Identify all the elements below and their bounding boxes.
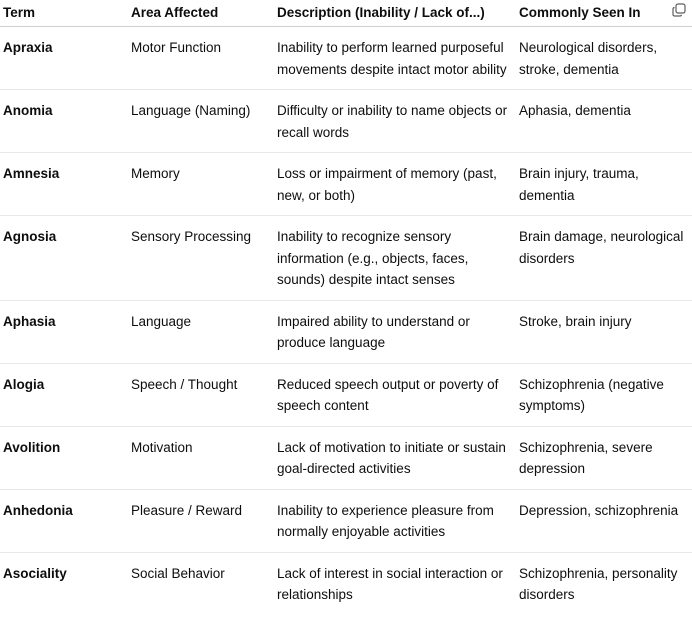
copy-icon-graphic: [672, 3, 686, 17]
cell-area: Motivation: [128, 426, 274, 489]
table-row: [0, 153, 692, 216]
copy-icon[interactable]: [672, 3, 686, 17]
cell-area: Language: [128, 300, 274, 363]
table-row: [0, 489, 692, 552]
cell-term: Amnesia: [0, 153, 128, 216]
table-header-row: [0, 0, 692, 27]
cell-description: Impaired ability to understand or produce language: [274, 300, 516, 363]
cell-description: Loss or impairment of memory (past, new, or both): [274, 153, 516, 216]
cell-seen-in: Schizophrenia, personality disorders: [519, 565, 678, 602]
header-area: Area Affected: [128, 0, 274, 27]
cell-description: Inability to experience pleasure from normally enjoyable activities: [274, 489, 516, 552]
cell-seen-in: Schizophrenia (negative symptoms): [516, 363, 692, 426]
cell-seen-in: Neurological disorders, stroke, dementia: [516, 27, 692, 90]
cell-term: Asociality: [3, 565, 67, 581]
cell-seen-in: Depression, schizophrenia: [516, 489, 692, 552]
cell-area: Motor Function: [128, 27, 274, 90]
header-description: Description (Inability / Lack of...): [274, 0, 516, 27]
table-row: [0, 300, 692, 363]
cell-term: Agnosia: [0, 216, 128, 301]
cell-description: Inability to recognize sensory information (e.g., objects, faces, sounds) despite intact senses: [274, 216, 516, 301]
cell-area: Language (Naming): [128, 90, 274, 153]
table-row: [0, 27, 692, 90]
cell-term: Apraxia: [0, 27, 128, 90]
table-row: [0, 90, 692, 153]
cell-seen-in: Stroke, brain injury: [516, 300, 692, 363]
cell-seen-in: Schizophrenia, severe depression: [516, 426, 692, 489]
cell-term: Aphasia: [0, 300, 128, 363]
table-row: [0, 216, 692, 301]
cell-term: Avolition: [0, 426, 128, 489]
cell-area: Speech / Thought: [128, 363, 274, 426]
cell-term: Anomia: [0, 90, 128, 153]
cell-area: Social Behavior: [131, 565, 225, 581]
cell-area: Pleasure / Reward: [128, 489, 274, 552]
table-row: [0, 552, 692, 615]
cell-description: Reduced speech output or poverty of speech content: [274, 363, 516, 426]
cell-description: Inability to perform learned purposeful movements despite intact motor ability: [274, 27, 516, 90]
header-term: Term: [0, 0, 128, 27]
cell-seen-in: Aphasia, dementia: [516, 90, 692, 153]
cell-area: Memory: [128, 153, 274, 216]
cell-term: Alogia: [0, 363, 128, 426]
cell-description: Lack of motivation to initiate or sustain goal-directed activities: [274, 426, 516, 489]
table-row: [0, 363, 692, 426]
cell-term: Anhedonia: [0, 489, 128, 552]
cell-description: Difficulty or inability to name objects or recall words: [274, 90, 516, 153]
cell-area: Sensory Processing: [128, 216, 274, 301]
header-seen-in: Commonly Seen In: [516, 0, 692, 27]
cell-seen-in: Brain damage, neurological disorders: [516, 216, 692, 301]
cell-seen-in: Brain injury, trauma, dementia: [516, 153, 692, 216]
table-row: [0, 426, 692, 489]
cell-description: Lack of interest in social interaction or relationships: [277, 565, 503, 602]
